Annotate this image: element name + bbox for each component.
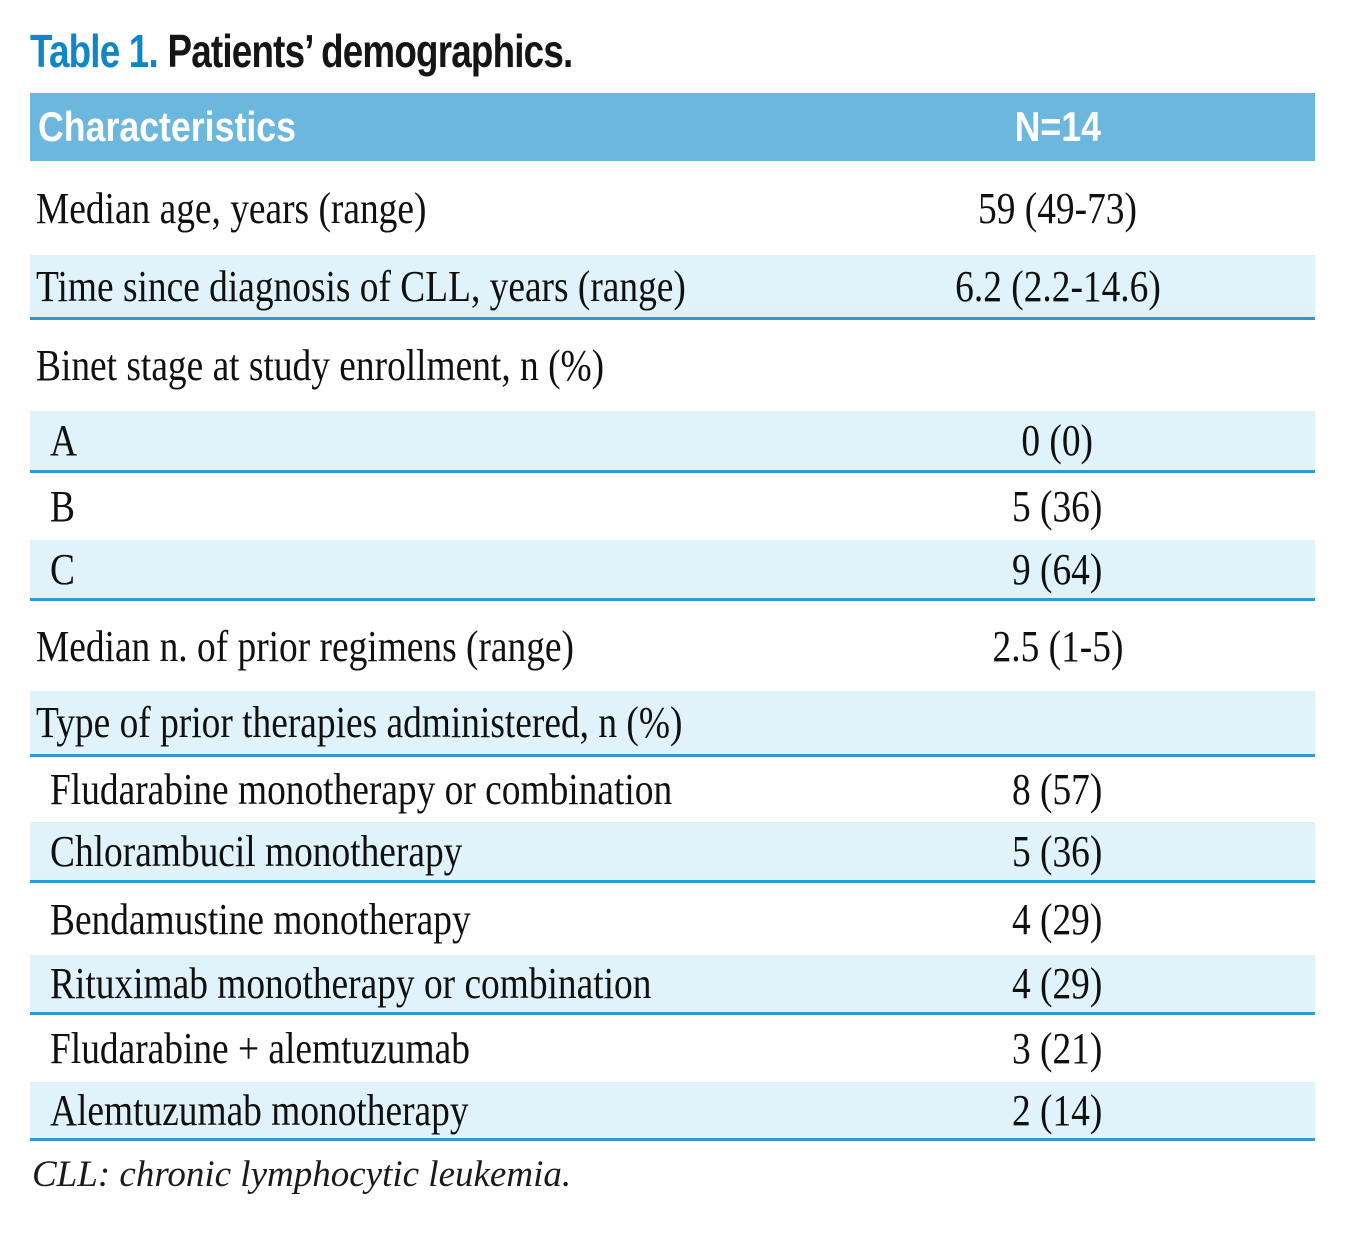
table-number: Table 1. (30, 25, 158, 77)
header-n-cell (800, 103, 1315, 151)
row-value: 6.2 (2.2-14.6) (954, 261, 1161, 311)
row-label-cell (30, 1023, 800, 1074)
row-value-cell (800, 544, 1315, 595)
row-label: Median n. of prior regimens (range) (36, 621, 574, 671)
row-label: Alemtuzumab monotherapy (50, 1085, 469, 1135)
row-label: Median age, years (range) (36, 183, 427, 233)
header-n-label: N=14 (1014, 103, 1101, 150)
row-label-cell (30, 544, 800, 595)
row-label-cell (30, 1085, 800, 1136)
row-value: 5 (36) (1012, 482, 1103, 531)
table-body (30, 161, 1315, 1141)
row-label-cell (30, 826, 800, 877)
row-value-cell (800, 340, 1315, 391)
row-value: 3 (21) (1012, 1024, 1103, 1073)
table-caption: Patients’ demographics. (167, 25, 573, 77)
row-label-cell (30, 340, 800, 391)
row-label: Chlorambucil monotherapy (50, 826, 463, 876)
row-label-cell (30, 621, 800, 672)
row-value-cell (800, 958, 1315, 1009)
table-row (30, 822, 1315, 883)
row-value-cell (800, 697, 1315, 748)
header-characteristics-cell (30, 103, 800, 151)
row-value-cell (800, 1023, 1315, 1074)
row-value: 9 (64) (1012, 544, 1103, 594)
row-value: 4 (29) (1012, 959, 1103, 1008)
header-characteristics-label: Characteristics (38, 103, 296, 150)
row-label: Bendamustine monotherapy (50, 894, 471, 944)
row-value-cell (800, 764, 1315, 815)
table-footnote (30, 1153, 1315, 1197)
row-value-cell (800, 894, 1315, 945)
row-label: Fludarabine monotherapy or combination (50, 765, 673, 814)
table-row (30, 883, 1315, 955)
row-value: 59 (49-73) (978, 183, 1137, 233)
row-label: Time since diagnosis of CLL, years (range) (36, 261, 686, 311)
row-label: Binet stage at study enrollment, n (%) (36, 341, 605, 390)
row-value-cell (800, 261, 1315, 312)
table-title-text (30, 26, 572, 76)
table-row (30, 473, 1315, 540)
table-header-row (30, 93, 1315, 161)
row-value: 8 (57) (1012, 765, 1103, 814)
row-label: Fludarabine + alemtuzumab (50, 1024, 470, 1073)
row-label: B (50, 482, 75, 531)
table-row (30, 757, 1315, 822)
row-value: 4 (29) (1012, 894, 1103, 944)
row-label: A (50, 416, 78, 465)
table-title (30, 0, 1315, 76)
row-value: 2.5 (1-5) (992, 621, 1123, 671)
table-row (30, 320, 1315, 411)
table-row (30, 161, 1315, 255)
table-row (30, 955, 1315, 1015)
row-value: 2 (14) (1012, 1085, 1103, 1135)
row-label: C (50, 544, 75, 594)
table-row (30, 691, 1315, 757)
footnote-text: CLL: chronic lymphocytic leukemia. (32, 1154, 572, 1195)
row-value: 0 (0) (1021, 416, 1094, 465)
row-value-cell (800, 415, 1315, 466)
row-value-cell (800, 481, 1315, 532)
table-row (30, 540, 1315, 601)
row-label-cell (30, 958, 800, 1009)
table-row (30, 1082, 1315, 1141)
row-value-cell (800, 183, 1315, 234)
table-row (30, 1015, 1315, 1082)
row-label: Rituximab monotherapy or combination (50, 959, 652, 1008)
row-value-cell (800, 621, 1315, 672)
row-label-cell (30, 894, 800, 945)
row-label: Type of prior therapies administered, n (%) (36, 698, 683, 747)
table-row (30, 601, 1315, 691)
table-row (30, 411, 1315, 473)
row-label-cell (30, 764, 800, 815)
row-value-cell (800, 1085, 1315, 1136)
row-value-cell (800, 826, 1315, 877)
row-label-cell (30, 481, 800, 532)
row-label-cell (30, 183, 800, 234)
row-label-cell (30, 261, 800, 312)
table-row (30, 255, 1315, 320)
row-value: 5 (36) (1012, 826, 1103, 876)
row-label-cell (30, 415, 800, 466)
row-label-cell (30, 697, 800, 748)
